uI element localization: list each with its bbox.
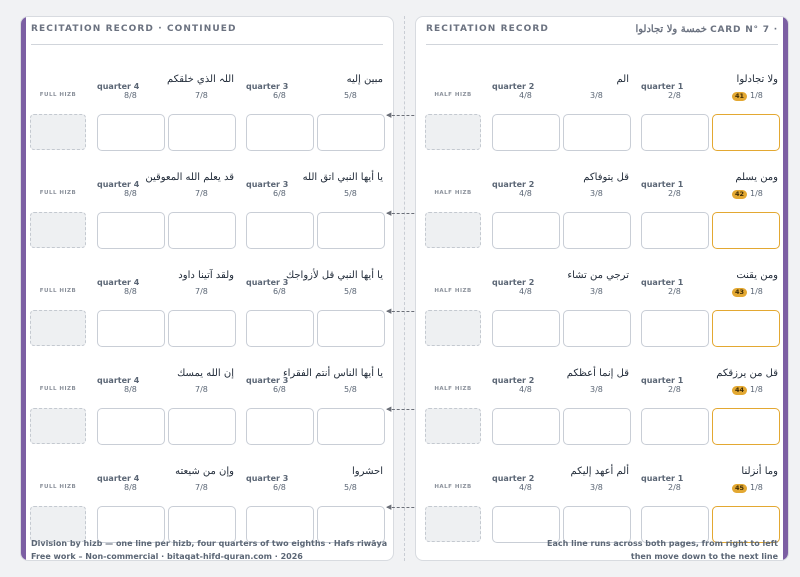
- eighth-2-box[interactable]: [641, 408, 709, 445]
- left-footer-line-1: Division by hizb — one line per hizb, four quarters of two eighths · Hafs riwāya: [31, 539, 388, 548]
- hizb-row-right: [416, 255, 788, 347]
- half-hizb-box[interactable]: [425, 506, 481, 542]
- half-hizb-box[interactable]: [425, 114, 481, 150]
- hizb-start-text: ومن يقنت: [736, 270, 778, 281]
- eighth-6-box[interactable]: [246, 408, 314, 445]
- quarter-2-label: quarter 2: [492, 180, 535, 189]
- eighth-4-label: 4/8: [519, 189, 532, 198]
- eighth-8-label: 8/8: [124, 189, 137, 198]
- header-divider: [426, 44, 778, 45]
- hizb-row-left: [21, 59, 393, 151]
- eighth-2-box[interactable]: [641, 212, 709, 249]
- quarter-3-label: quarter 3: [246, 474, 289, 483]
- full-hizb-label: FULL HIZB: [39, 288, 77, 294]
- hizb-start-text: وما أنزلنا: [741, 466, 778, 477]
- header-divider: [31, 44, 383, 45]
- full-hizb-label: FULL HIZB: [39, 92, 77, 98]
- quarter-2-label: quarter 2: [492, 474, 535, 483]
- eighth-3-label: 3/8: [590, 483, 603, 492]
- quarter-4-label: quarter 4: [97, 376, 140, 385]
- quarter-2-label: quarter 2: [492, 82, 535, 91]
- eighth-3-box[interactable]: [563, 310, 631, 347]
- right-footer-line-2: then move down to the next line: [630, 552, 778, 561]
- quarter-2-start-text: الم: [616, 74, 629, 85]
- quarter-2-start-text: قل إنما أعظكم: [566, 368, 629, 379]
- hizb-row-left: [21, 451, 393, 543]
- eighth-6-label: 6/8: [273, 287, 286, 296]
- eighth-1-label: 1/8: [750, 189, 763, 198]
- eighth-7-box[interactable]: [168, 114, 236, 151]
- hizb-number-badge: 43: [732, 288, 747, 297]
- eighth-1-label: 1/8: [750, 483, 763, 492]
- arrow-head-icon: ◀: [386, 307, 392, 315]
- full-hizb-box[interactable]: [30, 310, 86, 346]
- quarter-2-start-text: ترجي من تشاء: [567, 270, 629, 281]
- eighth-7-label: 7/8: [195, 91, 208, 100]
- hizb-row-right: [416, 451, 788, 543]
- quarter-1-label: quarter 1: [641, 180, 684, 189]
- full-hizb-label: FULL HIZB: [39, 484, 77, 490]
- eighth-3-label: 3/8: [590, 385, 603, 394]
- left-page: [20, 16, 394, 561]
- quarter-3-start-text: احشروا: [351, 466, 383, 477]
- eighth-2-box[interactable]: [641, 310, 709, 347]
- eighth-7-label: 7/8: [195, 483, 208, 492]
- card-number: CARD N° 7 ·: [710, 25, 778, 35]
- hizb-number-badge: 41: [732, 92, 747, 101]
- card-title-arabic: خمسة ولا تجادلوا: [635, 24, 707, 35]
- quarter-4-label: quarter 4: [97, 278, 140, 287]
- eighth-6-box[interactable]: [246, 212, 314, 249]
- quarter-3-label: quarter 3: [246, 180, 289, 189]
- quarter-4-label: quarter 4: [97, 180, 140, 189]
- eighth-5-label: 5/8: [344, 287, 357, 296]
- eighth-7-label: 7/8: [195, 385, 208, 394]
- eighth-7-label: 7/8: [195, 287, 208, 296]
- eighth-5-label: 5/8: [344, 483, 357, 492]
- right-page-header: RECITATION RECORD: [426, 24, 549, 34]
- quarter-4-start-text: وإن من شيعته: [175, 466, 234, 477]
- full-hizb-box[interactable]: [30, 408, 86, 444]
- eighth-4-box[interactable]: [492, 212, 560, 249]
- hizb-row-right: [416, 59, 788, 151]
- eighth-8-box[interactable]: [97, 212, 165, 249]
- eighth-2-label: 2/8: [668, 91, 681, 100]
- hizb-number-badge: 44: [732, 386, 747, 395]
- eighth-5-box[interactable]: [317, 408, 385, 445]
- hizb-row-left: [21, 353, 393, 445]
- eighth-8-label: 8/8: [124, 483, 137, 492]
- hizb-number-badge: 45: [732, 484, 747, 493]
- arrow-head-icon: ◀: [386, 503, 392, 511]
- eighth-4-box[interactable]: [492, 408, 560, 445]
- quarter-4-label: quarter 4: [97, 474, 140, 483]
- left-page-header: RECITATION RECORD · CONTINUED: [31, 24, 237, 34]
- quarter-3-label: quarter 3: [246, 278, 289, 287]
- half-hizb-label: HALF HIZB: [434, 190, 472, 196]
- half-hizb-label: HALF HIZB: [434, 288, 472, 294]
- eighth-7-box[interactable]: [168, 310, 236, 347]
- eighth-6-box[interactable]: [246, 310, 314, 347]
- right-footer-line-1: Each line runs across both pages, from right to left: [547, 539, 778, 548]
- eighth-5-label: 5/8: [344, 189, 357, 198]
- arrow-head-icon: ◀: [386, 209, 392, 217]
- quarter-2-start-text: قل يتوفاكم: [583, 172, 629, 183]
- quarter-3-start-text: يا أيها الناس أنتم الفقراء: [282, 368, 383, 379]
- quarter-1-label: quarter 1: [641, 278, 684, 287]
- half-hizb-label: HALF HIZB: [434, 92, 472, 98]
- quarter-3-start-text: مبين إليه: [346, 74, 383, 85]
- quarter-4-start-text: قد يعلم الله المعوقين: [145, 172, 234, 183]
- half-hizb-box[interactable]: [425, 310, 481, 346]
- eighth-2-label: 2/8: [668, 189, 681, 198]
- eighth-5-box[interactable]: [317, 310, 385, 347]
- eighth-1-label: 1/8: [750, 385, 763, 394]
- eighth-4-label: 4/8: [519, 483, 532, 492]
- hizb-row-left: [21, 255, 393, 347]
- right-page: [415, 16, 789, 561]
- hizb-number-badge: 42: [732, 190, 747, 199]
- eighth-8-label: 8/8: [124, 91, 137, 100]
- quarter-3-start-text: يا أيها النبي قل لأزواجك: [285, 270, 383, 281]
- eighth-8-box[interactable]: [97, 408, 165, 445]
- eighth-3-label: 3/8: [590, 287, 603, 296]
- eighth-8-label: 8/8: [124, 385, 137, 394]
- hizb-start-text: قل من يرزقكم: [716, 368, 778, 379]
- full-hizb-label: FULL HIZB: [39, 190, 77, 196]
- eighth-1-box-highlighted[interactable]: [712, 212, 780, 249]
- quarter-3-label: quarter 3: [246, 82, 289, 91]
- eighth-4-box[interactable]: [492, 310, 560, 347]
- eighth-3-label: 3/8: [590, 189, 603, 198]
- half-hizb-label: HALF HIZB: [434, 484, 472, 490]
- eighth-5-box[interactable]: [317, 212, 385, 249]
- eighth-3-box[interactable]: [563, 114, 631, 151]
- eighth-8-box[interactable]: [97, 114, 165, 151]
- eighth-4-label: 4/8: [519, 91, 532, 100]
- left-footer-line-2: Free work – Non-commercial · bitaqat-hifd-quran.com · 2026: [31, 552, 303, 561]
- left-footer: [31, 537, 387, 561]
- right-footer: [547, 537, 778, 561]
- eighth-4-label: 4/8: [519, 385, 532, 394]
- arrow-head-icon: ◀: [386, 111, 392, 119]
- eighth-1-box-highlighted[interactable]: [712, 408, 780, 445]
- full-hizb-box[interactable]: [30, 114, 86, 150]
- eighth-8-box[interactable]: [97, 310, 165, 347]
- quarter-3-start-text: يا أيها النبي اتق الله: [302, 172, 383, 183]
- eighth-1-label: 1/8: [750, 287, 763, 296]
- eighth-7-box[interactable]: [168, 408, 236, 445]
- hizb-row-right: [416, 157, 788, 249]
- eighth-4-label: 4/8: [519, 287, 532, 296]
- full-hizb-box[interactable]: [30, 212, 86, 248]
- eighth-7-label: 7/8: [195, 189, 208, 198]
- eighth-5-label: 5/8: [344, 91, 357, 100]
- eighth-6-label: 6/8: [273, 91, 286, 100]
- eighth-8-label: 8/8: [124, 287, 137, 296]
- half-hizb-box[interactable]: [425, 408, 481, 444]
- eighth-6-label: 6/8: [273, 189, 286, 198]
- quarter-4-label: quarter 4: [97, 82, 140, 91]
- eighth-6-box[interactable]: [246, 114, 314, 151]
- eighth-3-box[interactable]: [563, 212, 631, 249]
- eighth-2-label: 2/8: [668, 287, 681, 296]
- quarter-2-start-text: ألم أعهد إليكم: [570, 466, 629, 477]
- eighth-3-label: 3/8: [590, 91, 603, 100]
- quarter-1-label: quarter 1: [641, 82, 684, 91]
- quarter-1-label: quarter 1: [641, 474, 684, 483]
- eighth-3-box[interactable]: [563, 408, 631, 445]
- eighth-4-box[interactable]: [492, 114, 560, 151]
- quarter-4-start-text: إن الله يمسك: [177, 368, 234, 379]
- eighth-7-box[interactable]: [168, 212, 236, 249]
- eighth-5-box[interactable]: [317, 114, 385, 151]
- half-hizb-box[interactable]: [425, 212, 481, 248]
- quarter-1-label: quarter 1: [641, 376, 684, 385]
- hizb-row-left: [21, 157, 393, 249]
- eighth-2-label: 2/8: [668, 385, 681, 394]
- quarter-4-start-text: اللہ الذي خلقكم: [167, 74, 234, 85]
- quarter-2-label: quarter 2: [492, 376, 535, 385]
- eighth-6-label: 6/8: [273, 385, 286, 394]
- hizb-start-text: ولا تجادلوا: [736, 74, 778, 85]
- full-hizb-label: FULL HIZB: [39, 386, 77, 392]
- hizb-row-right: [416, 353, 788, 445]
- card-number-header: [635, 24, 778, 40]
- eighth-2-label: 2/8: [668, 483, 681, 492]
- eighth-1-box-highlighted[interactable]: [712, 114, 780, 151]
- half-hizb-label: HALF HIZB: [434, 386, 472, 392]
- hizb-start-text: ومن يسلم: [735, 172, 778, 183]
- quarter-4-start-text: ولقد آتينا داود: [178, 270, 234, 281]
- eighth-1-label: 1/8: [750, 91, 763, 100]
- page-gutter: [404, 16, 405, 561]
- eighth-6-label: 6/8: [273, 483, 286, 492]
- quarter-2-label: quarter 2: [492, 278, 535, 287]
- eighth-5-label: 5/8: [344, 385, 357, 394]
- arrow-head-icon: ◀: [386, 405, 392, 413]
- eighth-1-box-highlighted[interactable]: [712, 310, 780, 347]
- eighth-2-box[interactable]: [641, 114, 709, 151]
- quarter-3-label: quarter 3: [246, 376, 289, 385]
